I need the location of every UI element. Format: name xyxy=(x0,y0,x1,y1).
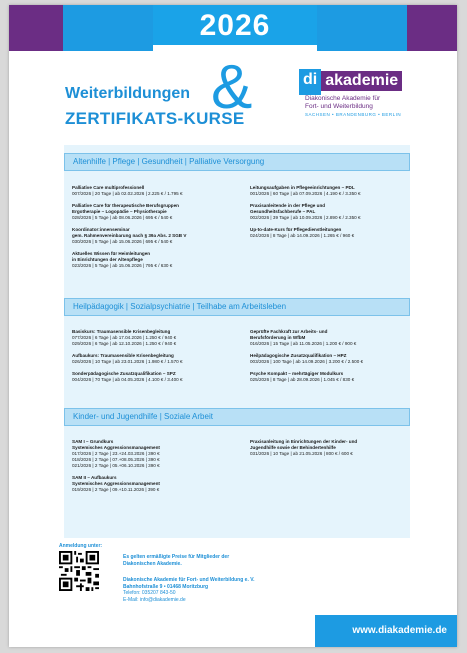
section-kinder-header: Kinder- und Jugendhilfe | Soziale Arbeit xyxy=(64,408,410,426)
course-details: 017/2026 | 2 Tage | 23.+24.03.2026 | 390 € xyxy=(72,451,160,456)
course-details: 016/2026 | 15 Tage | ab 11.05.2026 | 1.200 € / 900 € xyxy=(250,341,357,346)
course-item xyxy=(250,227,418,239)
course-title: Systemisches Aggressionsmanagement xyxy=(72,481,160,486)
title-zertifikatskurse: ZERTIFIKATS-KURSE xyxy=(65,109,245,128)
course-item xyxy=(72,251,240,269)
logo-line2: Fort- und Weiterbildung xyxy=(305,103,373,110)
course-item xyxy=(72,371,240,383)
course-item xyxy=(72,329,240,347)
header-stripe-blue-right xyxy=(317,5,407,51)
course-details: 026/2026 | 10 Tage | ab 23.01.2026 | 1.980 € / 1.570 € xyxy=(72,359,183,364)
course-title: Berufsförderung in WfbM xyxy=(250,335,306,340)
logo-di: di xyxy=(299,69,321,91)
course-title: Psyche Kompakt – mehrtägiger Modulkurs xyxy=(250,371,344,376)
course-item xyxy=(72,227,240,245)
course-title: Up-to-date-Kurs für Pflegedienstleitungen xyxy=(250,227,342,232)
course-details: 025/2026 | 8 Tage | ab 28.09.2026 | 1.045 € / 830 € xyxy=(250,377,355,382)
member-price-note: Es gelten ermäßigte Preise für Mitglieder der Diakonischen Akademie. xyxy=(123,554,230,567)
course-title: Geprüfte Fachkraft zur Arbeits- und xyxy=(250,329,328,334)
course-item xyxy=(250,439,418,457)
course-details: 023/2026 | 5 Tage | ab 15.06.2026 | 795 € / 630 € xyxy=(72,263,173,268)
course-title: Gesundheitsfachberufe – PAL xyxy=(250,209,316,214)
course-item xyxy=(72,203,240,221)
course-title: Palliative Care multiprofessionell xyxy=(72,185,145,190)
course-item xyxy=(250,329,418,347)
course-details: 019/2026 | 2 Tage | 09.+10.11.2026 | 390 € xyxy=(72,487,160,492)
section-kinder-left xyxy=(72,439,240,499)
course-item xyxy=(250,353,418,365)
anmeldung-label: Anmeldung unter: xyxy=(59,543,103,549)
website-link[interactable]: www.diakademie.de xyxy=(352,625,447,636)
title-weiterbildungen: Weiterbildungen xyxy=(65,85,191,102)
course-title: Sonderpädagogische Zusatzqualifikation – SPZ xyxy=(72,371,176,376)
course-details: 024/2026 | 8 Tage | ab 14.09.2026 | 1.265 € / 960 € xyxy=(250,233,355,238)
course-title: Heilpädagogische Zusatzqualifikation – HPZ xyxy=(250,353,347,358)
course-title: Aktuelles Wissen für Heimleitungen xyxy=(72,251,151,256)
logo-akademie: akademie xyxy=(321,71,402,91)
course-item xyxy=(72,439,240,469)
course-details: 003/2026 | 100 Tage | ab 14.09.2026 | 3.200 € / 2.500 € xyxy=(250,359,364,364)
course-details: 031/2026 | 10 Tage | ab 21.05.2026 | 800 € / 600 € xyxy=(250,451,353,456)
course-title: SAM I – Grundkurs xyxy=(72,439,114,444)
course-item xyxy=(72,353,240,365)
header-stripe-purple-left xyxy=(9,5,63,51)
course-box xyxy=(64,145,410,538)
course-title: Palliative Care für therapeutische Berufsgruppen xyxy=(72,203,179,208)
course-title: SAM II – Aufbaukurs xyxy=(72,475,117,480)
course-details: 002/2026 | 39 Tage | ab 10.09.2026 | 2.890 € / 2.350 € xyxy=(250,215,361,220)
logo-line3: SACHSEN • BRANDENBURG • BERLIN xyxy=(305,112,402,117)
logo-line1: Diakonische Akademie für xyxy=(305,95,381,102)
qr-code-icon[interactable] xyxy=(59,551,99,591)
title-ampersand: & xyxy=(211,53,253,122)
section-heilpaedagogik-header: Heilpädagogik | Sozialpsychiatrie | Teilhabe am Arbeitsleben xyxy=(64,298,410,316)
course-details: 028/2026 | 5 Tage | ab 08.06.2026 | 695 € / 540 € xyxy=(72,215,173,220)
brochure-page xyxy=(9,5,457,647)
course-details: 001/2026 | 60 Tage | ab 07.09.2026 | 4.190 € / 3.350 € xyxy=(250,191,361,196)
section-heilpaedagogik-left xyxy=(72,329,240,389)
header-stripe-blue-left xyxy=(63,5,153,51)
course-details: 004/2026 | 70 Tage | ab 04.05.2026 | 4.100 € / 3.400 € xyxy=(72,377,183,382)
email-link[interactable]: E-Mail: info@diakademie.de xyxy=(123,596,186,603)
course-title: Basiskurs: Traumasensible Krisenbegleitung xyxy=(72,329,171,334)
course-title: Praxisanleitung in Einrichtungen der Kinder- und xyxy=(250,439,358,444)
course-details: 007/2026 | 20 Tage | ab 02.02.2026 | 2.225 € / 1.795 € xyxy=(72,191,183,196)
course-item xyxy=(250,371,418,383)
course-title: in Einrichtungen der Altenpflege xyxy=(72,257,143,262)
course-item xyxy=(250,203,418,221)
diakademie-logo xyxy=(299,69,429,117)
course-title: gem. Rahmenvereinbarung nach § 39a Abs. 2 SGB V xyxy=(72,233,187,238)
course-details: 077/2026 | 6 Tage | ab 17.04.2026 | 1.250 € / 940 € xyxy=(72,335,177,340)
course-title: Aufbaukurs: Traumasensible Krisenbegleitung xyxy=(72,353,174,358)
course-item xyxy=(250,185,418,197)
section-altenhilfe-left xyxy=(72,185,240,275)
year-heading: 2026 xyxy=(199,9,271,42)
header-stripe-purple-right xyxy=(407,5,457,51)
section-heilpaedagogik-right xyxy=(250,329,418,389)
course-title: Leitungsaufgaben in Pflegeeinrichtungen – PDL xyxy=(250,185,355,190)
course-title: Praxisanleitende in der Pflege und xyxy=(250,203,326,208)
course-item xyxy=(72,475,240,493)
course-details: 029/2026 | 6 Tage | ab 12.10.2026 | 1.250 € / 940 € xyxy=(72,341,177,346)
contact-address: Diakonische Akademie für Fort- und Weiterbildung e. V. Bahnhofstraße 9 • 01468 Moritzburg Telefon: 035207 843-50 E-Mail: info@diakademie.de xyxy=(123,577,255,603)
course-details: 018/2026 | 2 Tage | 07.+08.05.2026 | 390 € xyxy=(72,457,160,462)
course-details: 021/2026 | 2 Tage | 05.+06.10.2026 | 390 € xyxy=(72,463,160,468)
course-item xyxy=(72,185,240,197)
section-kinder-right xyxy=(250,439,418,463)
course-details: 030/2026 | 5 Tage | ab 15.06.2026 | 695 € / 540 € xyxy=(72,239,173,244)
course-title: Systemisches Aggressionsmanagement xyxy=(72,445,160,450)
course-title: Jugendhilfe sowie der Behindertenhilfe xyxy=(250,445,336,450)
course-title: Koordinator:innenseminar xyxy=(72,227,130,232)
section-altenhilfe-right xyxy=(250,185,418,245)
section-altenhilfe-header: Altenhilfe | Pflege | Gesundheit | Palliative Versorgung xyxy=(64,153,410,171)
course-title: Ergotherapie – Logopädie – Physiotherapie xyxy=(72,209,167,214)
